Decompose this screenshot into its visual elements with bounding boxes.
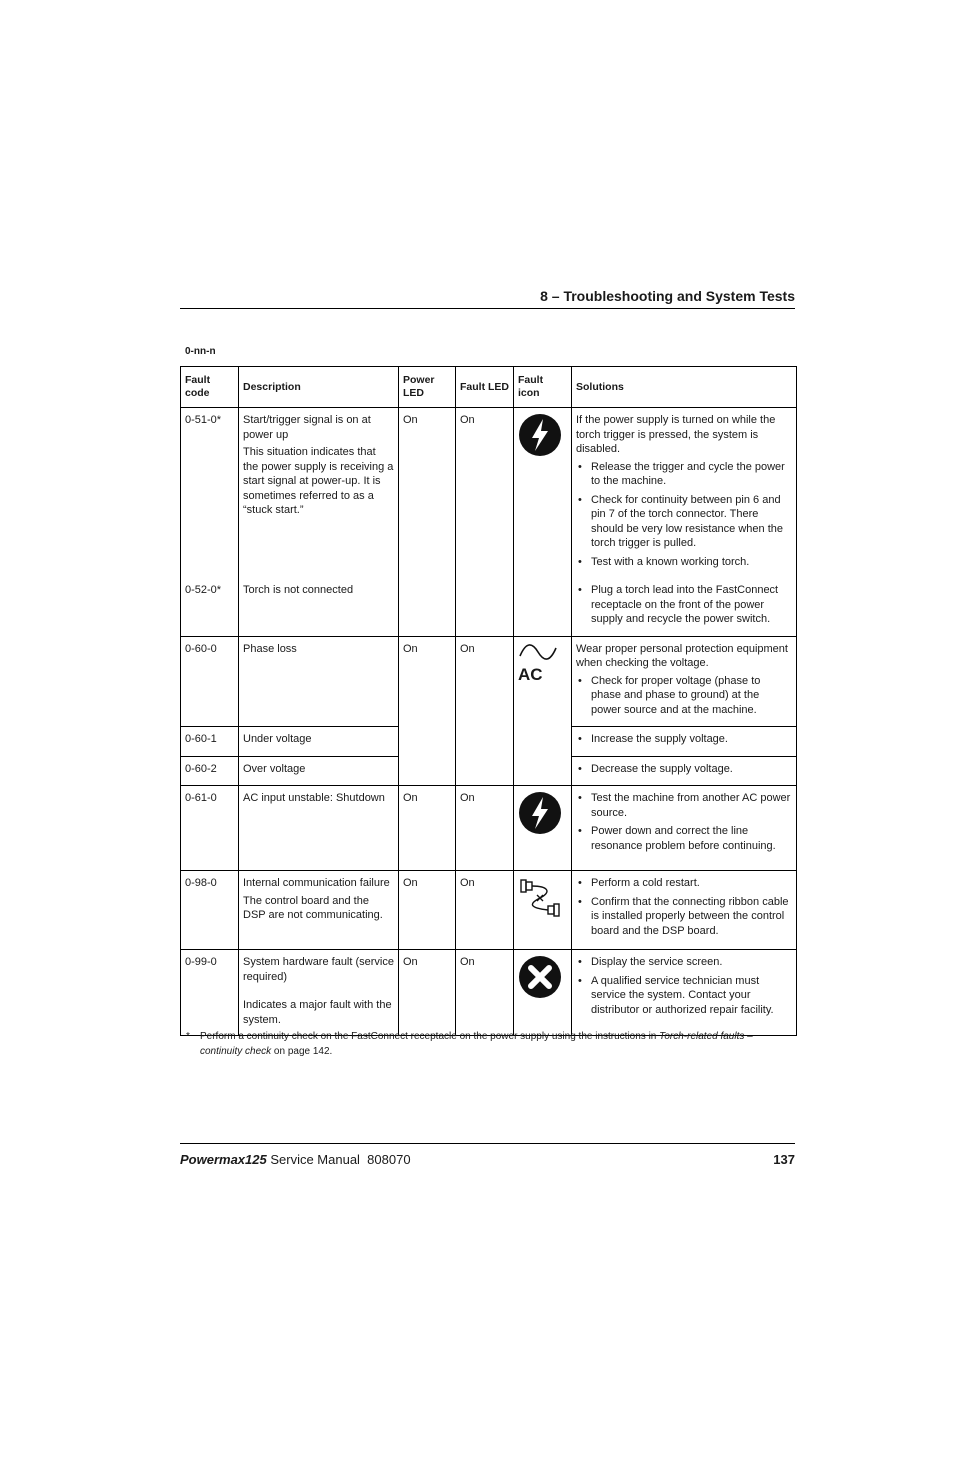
solutions xyxy=(572,636,797,727)
fault-led-value: On xyxy=(456,871,514,950)
footnote-post: on page 142. xyxy=(271,1045,333,1057)
solution-intro: If the power supply is turned on while the torch trigger is pressed, the system is disabled. xyxy=(576,414,776,455)
solution-item: • Decrease the supply voltage. xyxy=(576,762,792,777)
fault-code-table xyxy=(180,366,797,1036)
power-led-value: On xyxy=(399,786,456,871)
solutions xyxy=(572,408,797,579)
fault-led-value: On xyxy=(456,950,514,1036)
solution-item: • Check for proper voltage (phase to phase and phase to ground) at the power source and at the machine. xyxy=(576,674,792,718)
lightning-bolt-icon xyxy=(518,413,562,457)
table-row xyxy=(181,636,797,727)
solutions xyxy=(572,756,797,786)
fault-code: 0-60-0 xyxy=(181,636,239,727)
footnote xyxy=(186,1030,766,1059)
table-row xyxy=(181,871,797,950)
power-led-value: On xyxy=(399,950,456,1036)
description: Under voltage xyxy=(239,727,399,757)
description xyxy=(239,950,399,1036)
fault-icon-cell xyxy=(514,408,572,637)
fault-icon-cell xyxy=(514,950,572,1036)
description xyxy=(239,408,399,579)
lightning-bolt-icon xyxy=(518,791,562,835)
product-name: Powermax125 xyxy=(180,1152,267,1167)
description: AC input unstable: Shutdown xyxy=(239,786,399,871)
description-detail: The control board and the DSP are not communicating. xyxy=(243,894,383,921)
table-label: 0-nn-n xyxy=(185,346,216,357)
solution-item: • A qualified service technician must service the system. Contact your distributor or authorized repair facility. xyxy=(576,974,792,1018)
fault-code: 0-98-0 xyxy=(181,871,239,950)
footer-rule xyxy=(180,1143,795,1144)
solution-item: • Increase the supply voltage. xyxy=(576,732,792,747)
col-description: Description xyxy=(239,367,399,408)
solution-item: • Test with a known working torch. xyxy=(576,555,792,570)
fault-icon-cell xyxy=(514,871,572,950)
fault-code: 0-60-1 xyxy=(181,727,239,757)
solutions xyxy=(572,950,797,1036)
solution-item: • Check for continuity between pin 6 and pin 7 of the torch connector. There should be very low resistance when the torch trigger is pulled. xyxy=(576,493,792,551)
table-row xyxy=(181,786,797,871)
solutions xyxy=(572,786,797,871)
footnote-reference: Torch-related faults – continuity check xyxy=(200,1031,753,1057)
description: Phase loss xyxy=(239,636,399,727)
fault-code: 0-99-0 xyxy=(181,950,239,1036)
solutions xyxy=(572,871,797,950)
footnote-pre: Perform a continuity check on the FastConnect receptacle on the power supply using the instructions in xyxy=(200,1031,660,1042)
page-number: 137 xyxy=(773,1152,795,1167)
fault-code: 0-51-0* xyxy=(181,408,239,579)
description: Over voltage xyxy=(239,756,399,786)
fault-code: 0-60-2 xyxy=(181,756,239,786)
description xyxy=(239,871,399,950)
footer-document xyxy=(180,1152,411,1167)
table-header-row xyxy=(181,367,797,408)
table-row xyxy=(181,408,797,579)
fault-icon-cell xyxy=(514,786,572,871)
description-summary: System hardware fault (service required) xyxy=(243,956,394,983)
footnote-text xyxy=(186,1030,766,1059)
col-fault-code: Fault code xyxy=(181,367,239,408)
col-fault-led: Fault LED xyxy=(456,367,514,408)
solution-intro: Wear proper personal protection equipment when checking the voltage. xyxy=(576,642,788,669)
table-row xyxy=(181,950,797,1036)
chapter-title: 8 – Troubleshooting and System Tests xyxy=(540,288,795,304)
fault-led-value: On xyxy=(456,786,514,871)
description-summary: Internal communication failure xyxy=(243,877,390,889)
col-power-led: Power LED xyxy=(399,367,456,408)
power-led-value: On xyxy=(399,636,456,786)
solutions xyxy=(572,727,797,757)
solution-item: • Display the service screen. xyxy=(576,955,792,970)
manual-info: Service Manual 808070 xyxy=(266,1152,411,1167)
solution-item: • Power down and correct the line resonance problem before continuing. xyxy=(576,824,792,853)
description: Torch is not connected xyxy=(239,578,399,636)
footnote-marker: * xyxy=(186,1031,190,1042)
description-detail: Indicates a major fault with the system. xyxy=(243,999,392,1026)
col-solutions: Solutions xyxy=(572,367,797,408)
header-rule xyxy=(180,308,795,309)
ac-sine-wave-icon xyxy=(518,642,558,685)
disconnected-cable-icon xyxy=(518,876,562,920)
fault-code: 0-52-0* xyxy=(181,578,239,636)
x-circle-icon xyxy=(518,955,562,999)
solutions xyxy=(572,578,797,636)
ac-label: AC xyxy=(518,665,543,684)
description-summary: Start/trigger signal is on at power up xyxy=(243,414,371,441)
solution-item: • Perform a cold restart. xyxy=(576,876,792,891)
col-fault-icon: Fault icon xyxy=(514,367,572,408)
fault-led-value: On xyxy=(456,636,514,786)
solution-item: • Test the machine from another AC power source. xyxy=(576,791,792,820)
solution-item: • Release the trigger and cycle the power to the machine. xyxy=(576,460,792,489)
fault-led-value: On xyxy=(456,408,514,637)
description-detail: This situation indicates that the power supply is receiving a start signal at power-up. It is sometimes referred to as a “stuck start.” xyxy=(243,446,394,516)
power-led-value: On xyxy=(399,408,456,637)
solution-item: • Plug a torch lead into the FastConnect receptacle on the front of the power supply and recycle the power switch. xyxy=(576,583,792,627)
power-led-value: On xyxy=(399,871,456,950)
fault-icon-cell xyxy=(514,636,572,786)
solution-item: • Confirm that the connecting ribbon cable is installed properly between the control board and the DSP board. xyxy=(576,895,792,939)
fault-code: 0-61-0 xyxy=(181,786,239,871)
sine-wave-icon xyxy=(518,642,558,662)
